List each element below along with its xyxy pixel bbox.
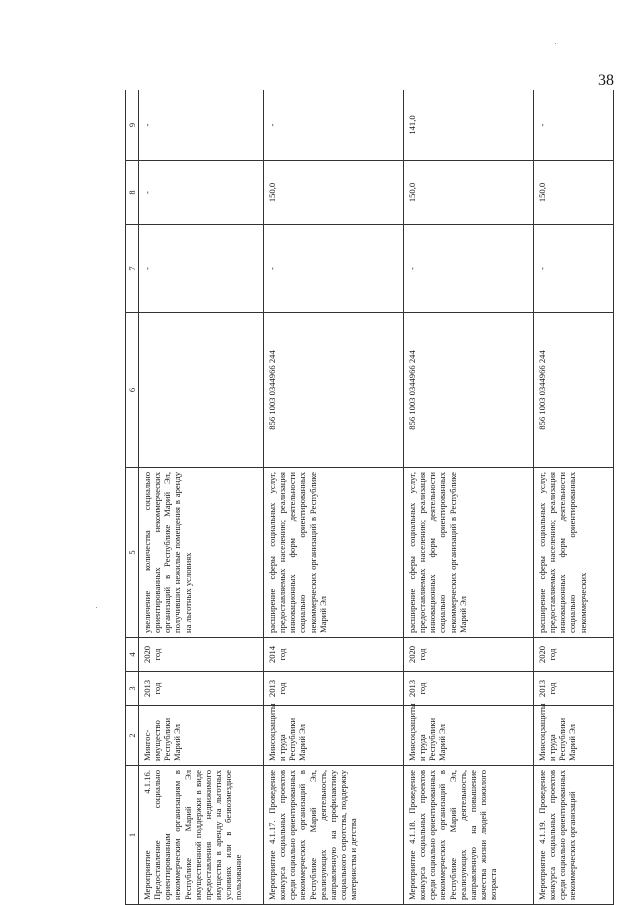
budget-code-cell: 856 1003 0344966 244 xyxy=(534,313,614,468)
value-cell: - xyxy=(534,225,614,313)
value-cell: - xyxy=(534,90,614,161)
executor-cell: Мингос-имущество Республики Марий Эл xyxy=(139,706,264,766)
table-row xyxy=(404,90,534,905)
value-cell: 141,0 xyxy=(404,90,534,161)
start-year-cell: 2013 год xyxy=(404,672,534,706)
result-cell: расширение сферы социальных услуг, предоставляемых населению; реализация инновационных форм деятельности социально ориентированных некоммерческих организаций в Республике Марий Эл xyxy=(264,468,404,638)
value-cell: - xyxy=(264,90,404,161)
header-cell: 8 xyxy=(126,161,139,225)
executor-cell: Минсоцзащиты и труда Республики Марий Эл xyxy=(534,706,614,766)
activity-cell: Мероприятие 4.1.19. Проведение конкурса социальных проектов среди социально ориентированных некоммерческих организаций xyxy=(534,766,614,905)
activity-cell: Мероприятие 4.1.17. Проведение конкурса социальных проектов среди социально ориентированных некоммерческих организаций в Республике Марий Эл, реализующих деятельность, направленную на профилактику социального сиротства, поддержку материнства и детства xyxy=(264,766,404,905)
start-year-cell: 2013 год xyxy=(264,672,404,706)
executor-cell: Минсоцзащиты и труда Республики Марий Эл xyxy=(264,706,404,766)
header-cell: 2 xyxy=(126,706,139,766)
page-number: 38 xyxy=(598,72,614,89)
budget-code-cell: 856 1003 0344966 244 xyxy=(264,313,404,468)
result-cell: расширение сферы социальных услуг, предоставляемых населению; реализация инновационных форм деятельности социально ориентированных некоммерческих организаций в Республике Марий Эл xyxy=(404,468,534,638)
value-cell: - xyxy=(264,225,404,313)
start-year-cell: 2013 год xyxy=(139,672,264,706)
header-cell: 6 xyxy=(126,313,139,468)
value-cell: - xyxy=(404,225,534,313)
header-cell: 5 xyxy=(126,468,139,638)
table-row xyxy=(264,90,404,905)
value-cell: - xyxy=(139,225,264,313)
header-cell: 3 xyxy=(126,672,139,706)
activity-cell: Мероприятие 4.1.16. Предоставление социально ориентированным некоммерческим организациям в Республике Марий Эл имущественной поддержки в виде предоставления недвижимого имущества в аренду на льготных условиях или в безвозмездное пользование xyxy=(139,766,264,905)
header-cell: 4 xyxy=(126,638,139,672)
header-cell: 1 xyxy=(126,766,139,905)
end-year-cell: 2020 год xyxy=(534,638,614,672)
value-cell: - xyxy=(139,90,264,161)
value-cell: 150,0 xyxy=(264,161,404,225)
program-table xyxy=(125,90,614,905)
header-cell: 9 xyxy=(126,90,139,161)
start-year-cell: 2013 год xyxy=(534,672,614,706)
table-row xyxy=(534,90,614,905)
rotated-table-container xyxy=(125,90,640,905)
table-header-row xyxy=(126,90,139,905)
table-viewport xyxy=(125,90,640,905)
value-cell: 150,0 xyxy=(534,161,614,225)
result-cell: расширение сферы социальных услуг, предоставляемых населению; реализация инновационных форм деятельности социально ориентированных некоммерческих xyxy=(534,468,614,638)
budget-code-cell: 856 1003 0344966 244 xyxy=(404,313,534,468)
end-year-cell: 2020 год xyxy=(404,638,534,672)
end-year-cell: 2020 год xyxy=(139,638,264,672)
executor-cell: Минсоцзащиты и труда Республики Марий Эл xyxy=(404,706,534,766)
activity-cell: Мероприятие 4.1.18. Проведение конкурса социальных проектов среди социально ориентированных некоммерческих организаций в Республике Марий Эл, реализующих деятельность, направленную на повышение качества жизни людей пожилого возраста xyxy=(404,766,534,905)
end-year-cell: 2014 год xyxy=(264,638,404,672)
scan-dot xyxy=(555,43,556,44)
value-cell: 150,0 xyxy=(404,161,534,225)
budget-code-cell xyxy=(139,313,264,468)
table-row xyxy=(139,90,264,905)
result-cell: увеличение количества социально ориентированных некоммерческих организаций в Республике Марий Эл, получивших нежилые помещения в аренду на льготных условиях xyxy=(139,468,264,638)
header-cell: 7 xyxy=(126,225,139,313)
scan-dot xyxy=(96,607,97,608)
value-cell: - xyxy=(139,161,264,225)
